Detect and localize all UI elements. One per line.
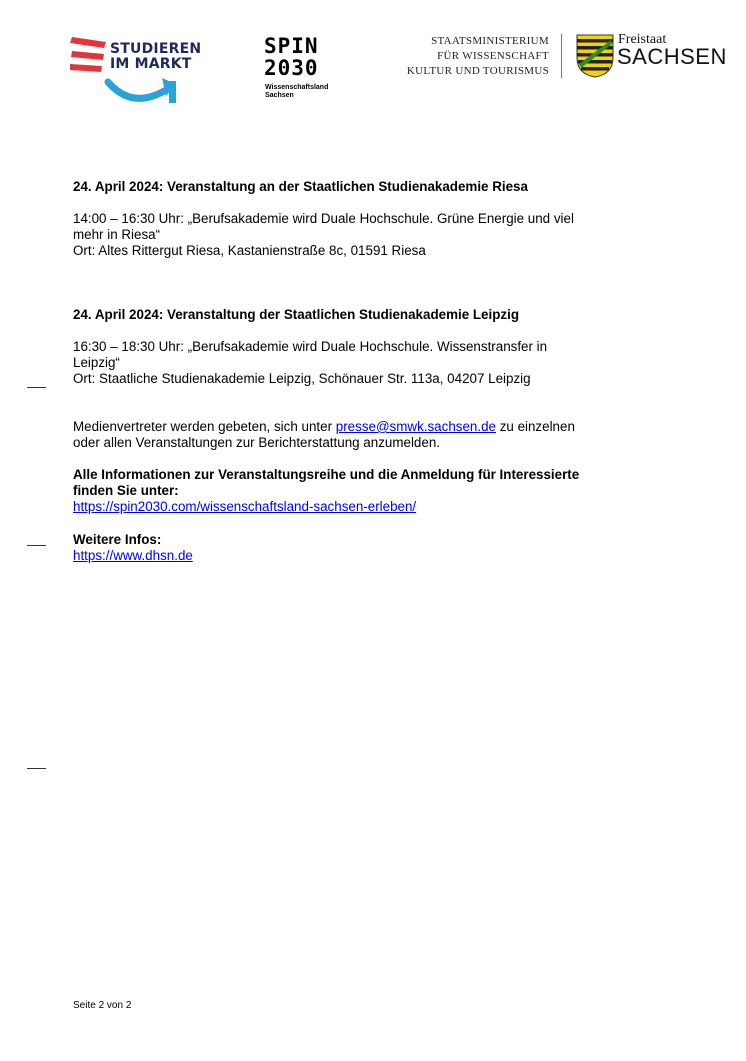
event1-heading: 24. April 2024: Veranstaltung an der Staatlichen Studienakademie Riesa (73, 179, 528, 194)
event1-time-line2: mehr in Riesa“ (73, 227, 161, 242)
studieren-logo-line2: IM MARKT (110, 56, 192, 72)
spin-logo-sub2: Sachsen (265, 92, 294, 99)
spin-logo-sub1: Wissenschaftsland (265, 84, 329, 91)
info-heading-line1: Alle Informationen zur Veranstaltungsreihe und die Anmeldung für Interessierte (73, 467, 580, 482)
ministry-line3: KULTUR UND TOURISMUS (406, 65, 549, 77)
studieren-im-markt-logo (70, 34, 210, 106)
fold-mark (27, 387, 46, 388)
event1-place: Ort: Altes Rittergut Riesa, Kastanienstraße 8c, 01591 Riesa (73, 243, 426, 258)
press-email-link[interactable]: presse@smwk.sachsen.de (335, 419, 496, 434)
more-info-url-line (73, 548, 193, 564)
fold-mark (27, 768, 46, 769)
event1-time-line1: 14:00 – 16:30 Uhr: „Berufsakademie wird Duale Hochschule. Grüne Energie und viel (73, 211, 574, 226)
event2-time-line1: 16:30 – 18:30 Uhr: „Berufsakademie wird Duale Hochschule. Wissenstransfer in (73, 339, 548, 354)
dhsn-link[interactable]: https://www.dhsn.de (73, 548, 193, 563)
freistaat-label: Freistaat (618, 32, 667, 47)
media-text-before: Medienvertreter werden gebeten, sich unter (73, 419, 336, 434)
more-info-heading: Weitere Infos: (73, 532, 162, 547)
spin2030-logo (264, 34, 344, 114)
event2-time-line2: Leipzig“ (73, 355, 120, 370)
info-url-line (73, 499, 416, 515)
ministry-name (404, 34, 549, 79)
sachsen-label: SACHSEN (617, 44, 727, 69)
event2-place: Ort: Staatliche Studienakademie Leipzig, Schönauer Str. 113a, 04207 Leipzig (73, 371, 531, 386)
spin2030-link[interactable]: https://spin2030.com/wissenschaftsland-sachsen-erleben/ (73, 499, 417, 514)
ministry-line2: FÜR WISSENSCHAFT (437, 50, 549, 62)
media-paragraph-line1 (73, 419, 575, 435)
spin-logo-line2: 2030 (264, 56, 319, 80)
media-text-after: zu einzelnen (495, 419, 575, 434)
studieren-logo-line1: STUDIEREN (110, 41, 202, 57)
info-heading-line2: finden Sie unter: (73, 483, 179, 498)
media-paragraph-line2: oder allen Veranstaltungen zur Berichterstattung anzumelden. (73, 435, 440, 450)
spin-logo-line1: SPIN (264, 34, 319, 58)
header-divider (561, 34, 562, 78)
saxony-crest-icon (576, 34, 614, 78)
fold-mark (27, 545, 46, 546)
event2-heading: 24. April 2024: Veranstaltung der Staatlichen Studienakademie Leipzig (73, 307, 519, 322)
ministry-line1: STAATSMINISTERIUM (431, 35, 549, 47)
page-number: Seite 2 von 2 (73, 1000, 132, 1011)
